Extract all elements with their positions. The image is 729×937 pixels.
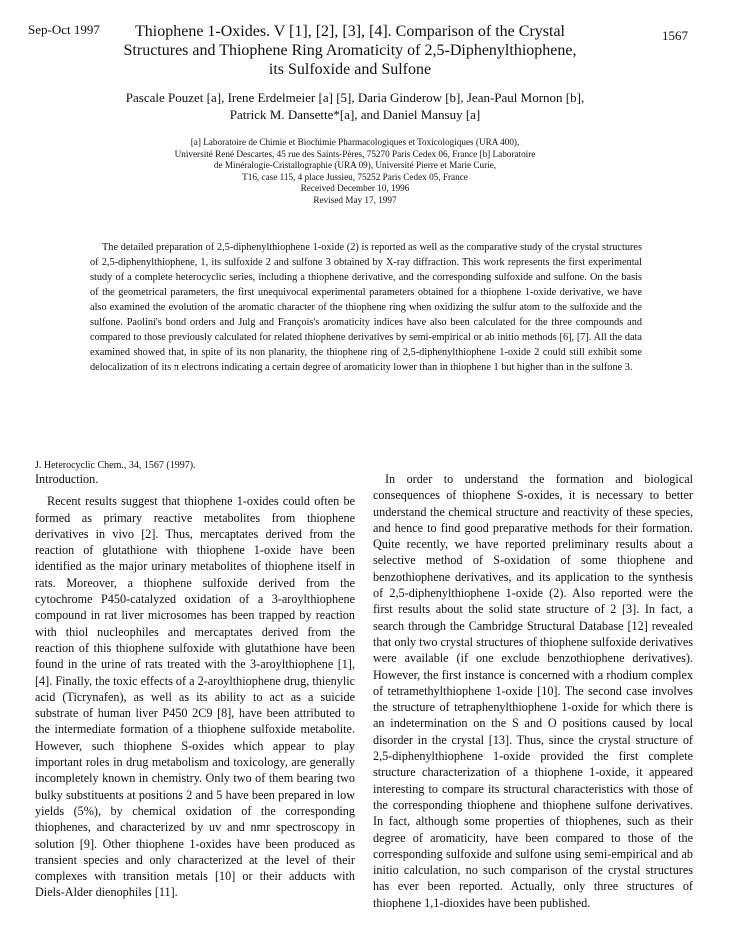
journal-date: Sep-Oct 1997 — [28, 22, 100, 37]
journal-citation: J. Heterocyclic Chem., 34, 1567 (1997). — [35, 460, 196, 471]
abstract-text: The detailed preparation of 2,5-diphenylthiophene 1-oxide (2) is reported as well as the comparative study of the crystal structures of 2,5-diphenylthiophene, 1, its sulfoxide 2 and sulfone 3 obtained by X-ray diffraction. This work represents the first experimental study of a complete heterocyclic series, including a thiophene derivative, and the corresponding sulfoxide and sulfone. On the basis of the geometrical parameters, the first unequivocal experimental parameters obtained for a thiophene 1-oxide derivative, we have also examined the evolution of the aromatic character of the thiophene ring when oxidizing the sulfur atom to the sulfoxide and the sulfone. Paolini's bond orders and Julg and François's aromaticity indices have also been calculated for the three compounds and compared to those previously calculated for related thiophene derivatives by semi-empirical or ab initio methods [6], [7]. All the data examined showed that, in spite of its non planarity, the thiophene ring of 2,5-diphenylthiophene 1-oxide 2 could still exhibit some delocalization of its π electrons indicating a certain degree of aromaticity lower than in thiophene 1 but higher than in the sulfone 3. — [90, 242, 642, 373]
abstract — [90, 240, 642, 375]
affiliation-line: T16, case 115, 4 place Jussieu, 75252 Paris Cedex 05, France — [242, 171, 468, 182]
article-title — [100, 22, 600, 79]
body-paragraph: In order to understand the formation and biological consequences of thiophene S-oxides, it is necessary to better understand the chemical structure and reactivity of these species, and hence to find good preparative methods for their formation. Quite recently, we have reported preliminary results about a selective method of S-oxidation of some thiophene and benzothiophene derivatives, and its application to the synthesis of 2,5-diphenylthiophene 1-oxide (2). Also reported were the first results about the solid state structure of 2 [3]. In fact, a search through the Cambridge Structural Database [12] revealed that only two crystal structures of thiophene sulfoxide derivatives were available (if one exclude benzothiophene derivatives). However, the first instance is concerned with a rhodium complex of tetramethylthiophene 1-oxide [10]. The second case involves the structure of tetraphenylthiophene 1-oxide for which there is an indetermination on the S and O positions caused by local disorder in the crystal [13]. Thus, since the crystal structure of 2,5-diphenylthiophene 1-oxide provided the first complete structure characterization of a thiophene 1-oxide, it appeared interesting to compare its structural characteristics with those of the corresponding thiophene and thiophene sulfone derivatives. In fact, although some properties of thiophenes, such as their degree of aromaticity, have been compared to those of the corresponding sulfoxide and sulfone using semi-empirical and ab initio calculation, no such comparison of the crystal structures has ever been reported. Actually, only three structures of thiophene 1,1-dioxides have been published. — [373, 472, 693, 910]
affiliation-line: de Minéralogie-Cristallographie (URA 09), Université Pierre et Marie Curie, — [213, 160, 497, 170]
left-column — [35, 471, 355, 901]
title-line: Structures and Thiophene Ring Aromaticity of 2,5-Diphenylthiophene, — [123, 42, 577, 59]
page-number: 1567 — [662, 28, 688, 43]
revised-date: Revised May 17, 1997 — [313, 194, 397, 205]
title-line: Thiophene 1-Oxides. V [1], [2], [3], [4]. Comparison of the Crystal — [135, 23, 565, 40]
affiliation-line: [a] Laboratoire de Chimie et Biochimie Pharmacologiques et Toxicologiques (URA 400), — [190, 137, 520, 147]
right-column — [373, 471, 693, 911]
affiliation-line: Université René Descartes, 45 rue des Saints-Pères, 75270 Paris Cedex 06, France [b] Laboratoire — [174, 148, 536, 159]
author-line: Patrick M. Dansette*[a], and Daniel Mansuy [a] — [229, 107, 481, 122]
received-date: Received December 10, 1996 — [300, 183, 410, 193]
body-paragraph: Recent results suggest that thiophene 1-oxides could often be formed as primary reactive metabolites from thiophene derivatives in vivo [2]. Thus, mercaptates derived from the reaction of glutathione with thiophene 1-oxide have been identified as the major urinary metabolites of thiophene itself in rats. Moreover, a thiophene sulfoxide derived from the cytochrome P450-catalyzed oxidation of a 3-aroylthiophene compound in rat liver microsomes has been trapped by reaction with thiol nucleophiles and mercaptates derived from the reaction of this thiophene sulfoxide with glutathione have been found in the urine of rats treated with the 3-aroylthiophene [1], [4]. Finally, the toxic effects of a 2-aroylthiophene drug, thienylic acid (Ticrynafen), as well as its ability to act as a suicide substrate of human liver P450 2C9 [8], have been attributed to the intermediate formation of a thiophene sulfoxide metabolite. However, such thiophene S-oxides which appear to play important roles in drug metabolism and toxicology, are generally incompletely known in chemistry. Only two of them bearing two bulky substituents at positions 2 and 5 have been prepared in low yields (5%), by chemical oxidation of the corresponding thiophenes, and characterized by uv and nmr spectroscopy in solution [9]. Other thiophene 1-oxides have been produced as transient species and only characterized at the level of their complexes with transition metals [10] or their adducts with Diels-Alder dienophiles [11]. — [35, 494, 355, 900]
author-line: Pascale Pouzet [a], Irene Erdelmeier [a] [5], Daria Ginderow [b], Jean-Paul Mornon [b], — [125, 90, 585, 105]
affiliations — [120, 137, 590, 206]
title-line: its Sulfoxide and Sulfone — [268, 61, 432, 78]
author-list — [90, 89, 620, 123]
section-heading-introduction: Introduction. — [35, 472, 99, 486]
